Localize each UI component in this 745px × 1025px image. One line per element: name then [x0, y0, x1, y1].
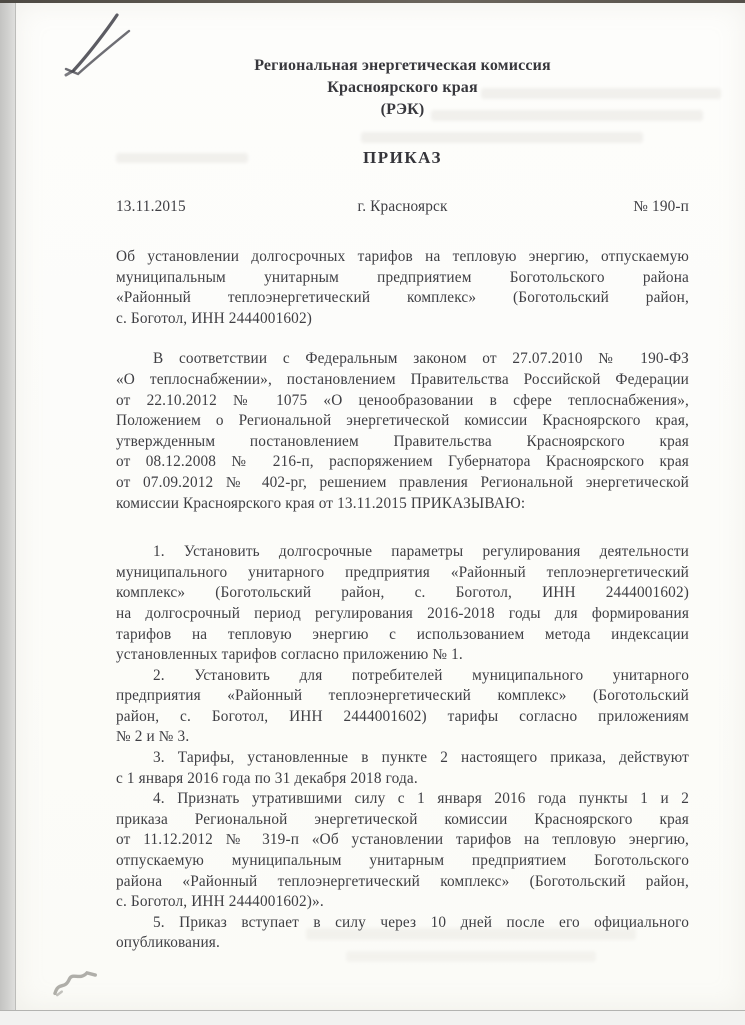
text-line: от 07.09.2012 № 402-рг, решением правления Региональной энергетической [116, 473, 689, 491]
pencil-scribble-icon [50, 966, 105, 999]
order-item-1 [116, 542, 689, 666]
text-line: с 1 января 2016 года по 31 декабря 2018 года. [116, 769, 418, 787]
organization-abbreviation: (РЭК) [380, 101, 425, 118]
text-line: 2. Установить для потребителей муниципального унитарного [153, 666, 689, 684]
text-line: комиссии Красноярского края от 13.11.2015 ПРИКАЗЫВАЮ: [116, 494, 526, 512]
scanner-edge-left [0, 0, 15, 1024]
text-line: 3. Тарифы, установленные в пункте 2 настоящего приказа, действуют [153, 749, 689, 767]
text-line: отпускаемую муниципальным унитарным предприятием Боготольского [116, 852, 689, 870]
text-line: Об установлении долгосрочных тарифов на тепловую энергию, отпускаемую [116, 248, 689, 265]
order-items [116, 542, 689, 954]
order-subject [116, 247, 689, 329]
text-line: 4. Признать утратившими силу с 1 января 2016 года пункты 1 и 2 [153, 790, 689, 808]
text-line: утвержденным постановлением Правительства Красноярского края [116, 432, 689, 450]
text-line: район, с. Боготол, ИНН 2444001602) тарифы согласно приложениям [116, 707, 689, 725]
document-date: 13.11.2015 [116, 198, 186, 215]
text-line: с. Боготол, ИНН 2444001602) [116, 309, 313, 327]
text-line: приказа Региональной энергетической комиссии Красноярского края [116, 810, 689, 828]
organization-name-line2: Красноярского края [327, 79, 478, 96]
text-line: 1. Установить долгосрочные параметры регулирования деятельности [153, 543, 689, 561]
order-item-5 [116, 913, 689, 954]
text-line: района «Районный теплоэнергетический комплекс» (Боготольский район, [116, 872, 689, 890]
document-type-title: ПРИКАЗ [363, 148, 442, 167]
document-body [116, 3, 689, 954]
scanner-edge-bottom [0, 1010, 745, 1025]
text-line: с. Боготол, ИНН 2444001602)». [116, 893, 324, 911]
text-line: установленных тарифов согласно приложению № 1. [116, 646, 463, 664]
text-line: от 22.10.2012 № 1075 «О ценообразовании в сфере теплоснабжения», [116, 391, 689, 409]
text-line: опубликования. [116, 934, 220, 952]
text-line: Положением о Региональной энергетической комиссии Красноярского края, [116, 412, 689, 430]
text-line: от 11.12.2012 № 319-п «Об установлении тарифов на тепловую энергию, [116, 831, 689, 849]
order-item-4 [116, 789, 689, 913]
text-line: «Районный теплоэнергетический комплекс» (Боготольский район, [116, 289, 689, 307]
text-line: от 08.12.2008 № 216-п, распоряжением Губернатора Красноярского края [116, 453, 689, 471]
text-line: В соответствии с Федеральным законом от 27.07.2010 № 190-ФЗ [153, 350, 689, 368]
order-item-2 [116, 666, 689, 748]
text-line: муниципального унитарного предприятия «Районный теплоэнергетический [116, 563, 689, 581]
text-line: 5. Приказ вступает в силу через 10 дней после его официального [153, 913, 689, 931]
text-line: муниципальным унитарным предприятием Боготольского района [116, 268, 689, 286]
order-item-3 [116, 748, 689, 789]
text-line: на долгосрочный период регулирования 2016-2018 годы для формирования [116, 604, 689, 622]
order-preamble [116, 349, 689, 514]
document-place: г. Красноярск [357, 198, 448, 215]
text-line: предприятия «Районный теплоэнергетический комплекс» (Боготольский [116, 687, 689, 705]
document-paper [15, 3, 745, 1010]
text-line: комплекс» (Боготольский район, с. Боготол, ИНН 2444001602) [116, 584, 689, 602]
issuing-organization [116, 55, 689, 121]
document-number: № 190-п [633, 198, 689, 215]
organization-name-line1: Региональная энергетическая комиссия [254, 57, 551, 74]
text-line: «О теплоснабжении», постановлением Правительства Российской Федерации [116, 370, 689, 388]
text-line: № 2 и № 3. [116, 728, 190, 746]
text-line: тарифов на тепловую энергию с использованием метода индексации [116, 625, 689, 643]
document-meta-row [116, 196, 689, 217]
